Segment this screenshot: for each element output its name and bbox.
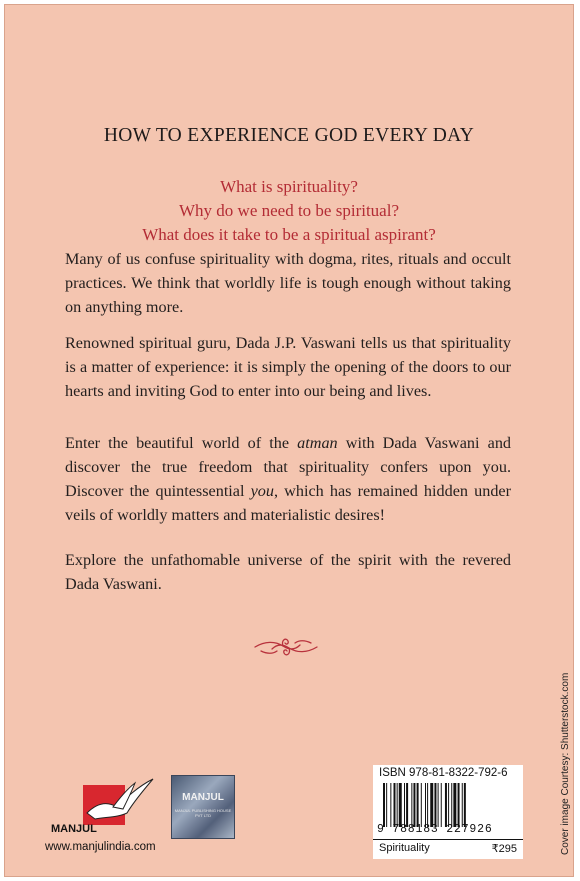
barcode-bar [397,783,398,827]
barcode-bar [413,783,415,827]
barcode-bar [430,783,433,827]
isbn-label: ISBN 978-81-8322-792-6 [379,767,508,779]
barcode-bar [451,783,452,827]
barcode-icon [381,783,515,827]
barcode-bar [462,783,463,827]
barcode-bar [464,783,466,827]
italic-you: you [250,482,274,500]
questions-block [5,175,573,247]
barcode-bar [404,783,405,827]
publisher-website: www.manjulindia.com [45,841,156,853]
question-line: What is spirituality? [220,177,358,196]
blurb-paragraph-1: Many of us confuse spirituality with dogma, rites, rituals and occult practices. We think that worldly life is tough enough without taking on anything more. [65,250,511,316]
blurb-paragraph-3: Enter the beautiful world of the atman with Dada Vaswani and discover the true freedom that spirituality confers upon you. Discover the quintessential you, which has remained hidden under veils of worldly matters and materialistic desires! [65,434,512,524]
book-price: ₹295 [491,843,517,855]
barcode-bar [383,783,385,827]
barcode-bar [427,783,428,827]
hologram-sticker [171,775,235,839]
hologram-brand: MANJUL [182,792,224,803]
barcode-bar [434,783,436,827]
barcode-bar [453,783,456,827]
isbn-barcode-box [373,765,523,859]
blurb-paragraph-4: Explore the unfathomable universe of the spirit with the revered Dada Vaswani. [65,551,511,593]
barcode-bar [390,783,391,827]
barcode-bar [417,783,419,827]
barcode-bar [458,783,460,827]
cover-image-credit: Cover image Courtesy: Shutterstock.com [560,672,571,855]
barcode-bar [445,783,447,827]
italic-atman: atman [297,434,338,452]
barcode-bar [399,783,402,827]
barcode-bar [406,783,408,827]
barcode-bar [441,783,442,827]
scroll-ornament-icon [253,633,319,659]
book-back-cover [4,4,574,877]
hologram-subtext: MANJUL PUBLISHING HOUSE PVT LTD [174,808,232,818]
barcode-bar [438,783,439,827]
barcode-bar [425,783,426,827]
barcode-bar [394,783,396,827]
book-category: Spirituality [379,842,430,854]
book-title: HOW TO EXPERIENCE GOD EVERY DAY [103,125,475,146]
barcode-bar [448,783,449,827]
publisher-logo-text: MANJUL [51,823,97,835]
blurb-paragraph-2: Renowned spiritual guru, Dada J.P. Vaswani tells us that spirituality is a matter of experience: it is simply the opening of the doors to our hearts and inviting God to enter into our being and lives. [65,334,511,400]
barcode-bar [421,783,422,827]
barcode-bar [411,783,412,827]
divider [373,839,523,840]
barcode-bar [386,783,387,827]
question-line: Why do we need to be spiritual? [179,201,399,220]
barcode-digits: 9 788183 227926 [377,823,493,836]
question-line: What does it take to be a spiritual aspirant? [142,225,436,244]
